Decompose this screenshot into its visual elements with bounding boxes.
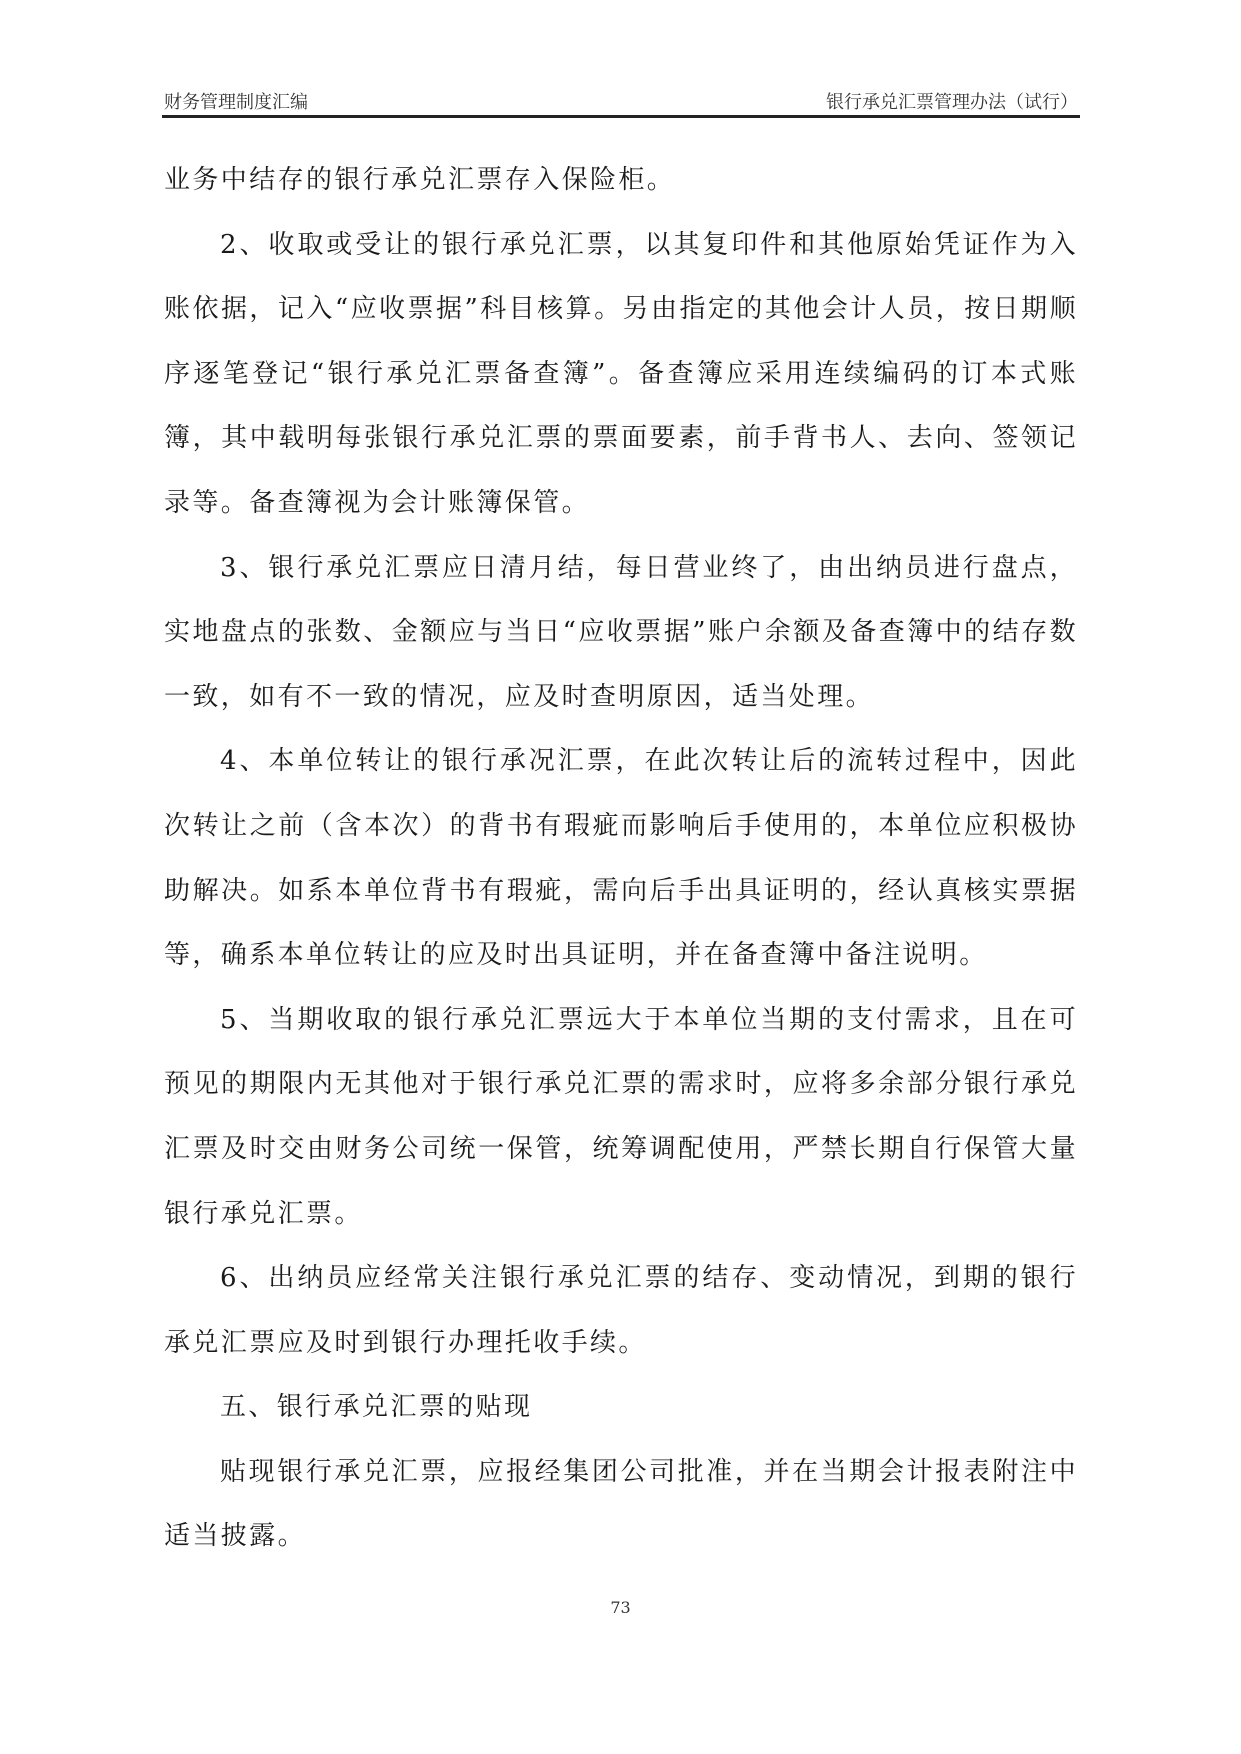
page-body bbox=[164, 148, 1078, 1569]
paragraph-discounting: 贴现银行承兑汇票，应报经集团公司批准，并在当期会计报表附注中适当披露。 bbox=[164, 1456, 1078, 1552]
paragraph-item-4: 4、本单位转让的银行承况汇票，在此次转让后的流转过程中，因此次转让之前（含本次）的背书有瑕疵而影响后手使用的，本单位应积极协助解决。如系本单位背书有瑕疵，需向后手出具证明的，经认真核实票据等，确系本单位转让的应及时出具证明，并在备查簿中备注说明。 bbox=[164, 746, 1078, 971]
paragraph-item-5: 5、当期收取的银行承兑汇票远大于本单位当期的支付需求，且在可预见的期限内无其他对于银行承兑汇票的需求时，应将多余部分银行承兑汇票及时交由财务公司统一保管，统筹调配使用，严禁长期自行保管大量银行承兑汇票。 bbox=[164, 1004, 1078, 1229]
header-divider bbox=[162, 115, 1080, 118]
paragraph-item-2: 2、收取或受让的银行承兑汇票，以其复印件和其他原始凭证作为入账依据，记入“应收票据”科目核算。另由指定的其他会计人员，按日期顺序逐笔登记“银行承兑汇票备查簿”。备查簿应采用连续编码的订本式账簿，其中载明每张银行承兑汇票的票面要素，前手背书人、去向、签领记录等。备查簿视为会计账簿保管。 bbox=[164, 229, 1078, 518]
page-header bbox=[164, 86, 1078, 116]
page-number: 73 bbox=[610, 1598, 631, 1617]
paragraph-item-6: 6、出纳员应经常关注银行承兑汇票的结存、变动情况，到期的银行承兑汇票应及时到银行办理托收手续。 bbox=[164, 1263, 1078, 1358]
header-section-title: 银行承兑汇票管理办法（试行） bbox=[826, 92, 1078, 113]
paragraph-continuation: 业务中结存的银行承兑汇票存入保险柜。 bbox=[164, 165, 676, 195]
header-document-collection-title: 财务管理制度汇编 bbox=[164, 92, 308, 113]
paragraph-item-3: 3、银行承兑汇票应日清月结，每日营业终了，由出纳员进行盘点，实地盘点的张数、金额应与当日“应收票据”账户余额及备查簿中的结存数一致，如有不一致的情况，应及时查明原因，适当处理。 bbox=[164, 552, 1078, 712]
section-heading-discounting: 五、银行承兑汇票的贴现 bbox=[220, 1392, 533, 1423]
